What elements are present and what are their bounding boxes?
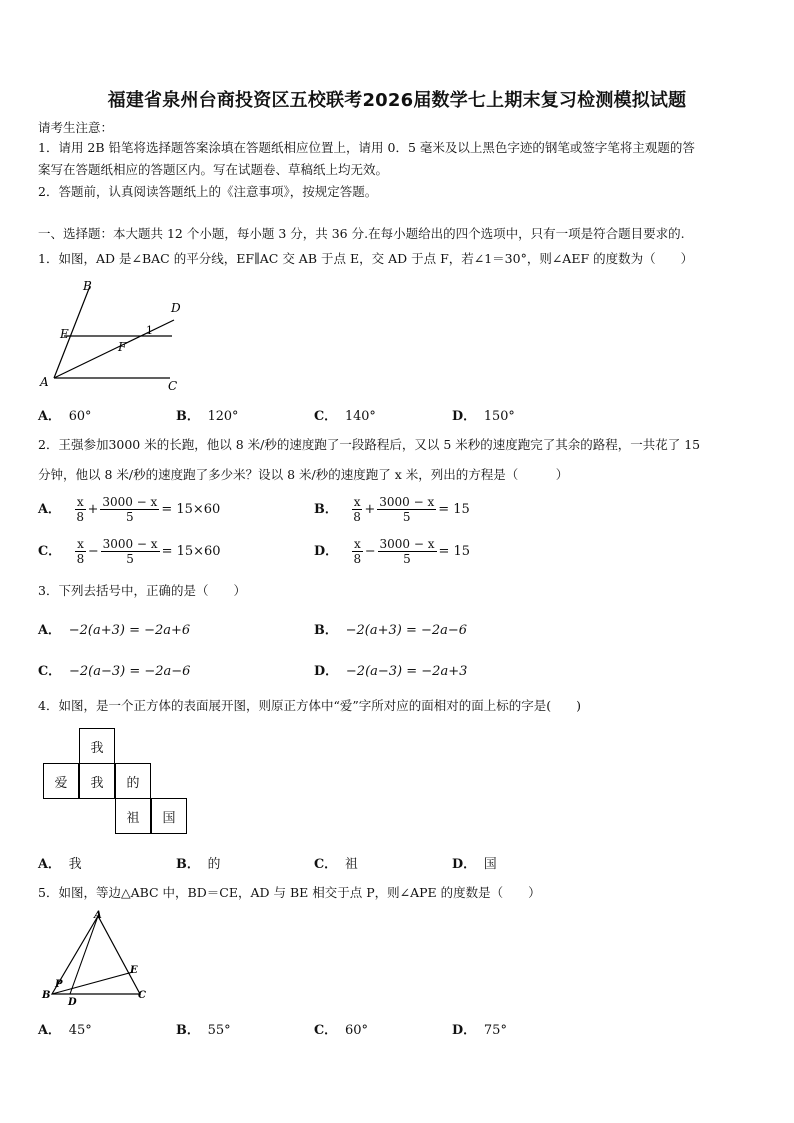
q5-option-d[interactable]: D． 75° xyxy=(452,1023,507,1038)
net-cell-top: 我 xyxy=(79,728,115,764)
q3-option-c[interactable]: C． −2(a−3) = −2a−6 xyxy=(38,664,191,679)
q4-option-a[interactable]: A． 我 xyxy=(38,857,82,872)
q1-label-b: B xyxy=(83,279,92,293)
document-title: 福建省泉州台商投资区五校联考2026届数学七上期末复习检测模拟试题 xyxy=(107,90,687,111)
q1-label-a: A xyxy=(40,375,49,389)
q1-option-d[interactable]: D． 150° xyxy=(452,409,515,424)
net-cell-bottom-2: 国 xyxy=(151,798,187,834)
q4-stem: 4．如图，是一个正方体的表面展开图，则原正方体中“爱”字所对应的面相对的面上标的字是( ) xyxy=(38,698,581,713)
q5-label-c: C xyxy=(138,990,146,1001)
q3-stem: 3．下列去括号中，正确的是（ ） xyxy=(38,583,246,598)
section-heading: 一、选择题：本大题共 12 个小题，每小题 3 分，共 36 分.在每小题给出的四个选项中，只有一项是符合题目要求的. xyxy=(38,226,685,241)
q2-stem-line1: 2．王强参加3000 米的长跑，他以 8 米/秒的速度跑了一段路程后，又以 5 米秒的速度跑完了其余的路程，一共花了 15 xyxy=(38,437,701,452)
q5-label-a: A xyxy=(94,910,102,921)
net-cell-bottom-1: 祖 xyxy=(115,798,151,834)
notice-item-2: 2．答题前，认真阅读答题纸上的《注意事项》，按规定答题。 xyxy=(38,184,378,199)
q1-figure xyxy=(38,278,198,396)
q3-option-a[interactable]: A． −2(a+3) = −2a+6 xyxy=(38,623,191,638)
q1-option-b[interactable]: B． 120° xyxy=(176,409,239,424)
q5-option-a[interactable]: A． 45° xyxy=(38,1023,92,1038)
q3-option-d[interactable]: D． −2(a−3) = −2a+3 xyxy=(314,664,468,679)
q5-option-b[interactable]: B． 55° xyxy=(176,1023,231,1038)
notice-heading: 请考生注意： xyxy=(38,120,114,135)
net-cell-middle: 我 xyxy=(79,763,115,799)
q5-label-e: E xyxy=(130,965,138,976)
net-cell-right: 的 xyxy=(115,763,151,799)
q2-option-d[interactable]: D． $\frac{x}{8}$ − $\frac{3000 - x}{5}$ = 15 xyxy=(314,537,471,566)
q5-label-d: D xyxy=(68,997,77,1006)
q5-label-b: B xyxy=(42,990,51,1001)
q4-option-d[interactable]: D． 国 xyxy=(452,857,497,872)
q2-option-b[interactable]: B． $\frac{x}{8}$ + $\frac{3000 - x}{5}$ = 15 xyxy=(314,495,470,524)
q5-figure xyxy=(38,910,158,1006)
q2-option-a[interactable]: A． $\frac{x}{8}$ + $\frac{3000 - x}{5}$ = 15×60 xyxy=(38,495,221,524)
q2-option-c[interactable]: C． $\frac{x}{8}$ − $\frac{3000 - x}{5}$ = 15×60 xyxy=(38,537,221,566)
q4-option-c[interactable]: C． 祖 xyxy=(314,857,358,872)
q2-stem-line2: 分钟，他以 8 米/秒的速度跑了多少米？设以 8 米/秒的速度跑了 x 米，列出的方程是（ ） xyxy=(38,467,569,482)
q1-label-e: E xyxy=(60,327,69,341)
notice-item-1-cont: 案写在答题纸相应的答题区内。写在试题卷、草稿纸上均无效。 xyxy=(38,162,389,177)
q4-option-b[interactable]: B． 的 xyxy=(176,857,221,872)
notice-item-1: 1．请用 2B 铅笔将选择题答案涂填在答题纸相应位置上，请用 0．5 毫米及以上黑色字迹的钢笔或签字笔将主观题的答 xyxy=(38,140,695,155)
q5-stem: 5．如图，等边△ABC 中，BD＝CE，AD 与 BE 相交于点 P，则∠APE 的度数是（ ） xyxy=(38,885,541,900)
q1-label-angle1: 1 xyxy=(146,324,153,337)
q1-option-c[interactable]: C． 140° xyxy=(314,409,376,424)
net-cell-left: 爱 xyxy=(43,763,79,799)
q4-cube-net xyxy=(43,728,193,838)
q5-label-p: P xyxy=(55,979,63,990)
q1-option-a[interactable]: A． 60° xyxy=(38,409,92,424)
q5-option-c[interactable]: C． 60° xyxy=(314,1023,369,1038)
q1-label-d: D xyxy=(171,301,181,315)
q1-label-c: C xyxy=(168,379,178,393)
q3-option-b[interactable]: B． −2(a+3) = −2a−6 xyxy=(314,623,468,638)
q1-label-f: F xyxy=(118,340,127,354)
q1-stem: 1．如图，AD 是∠BAC 的平分线，EF∥AC 交 AB 于点 E，交 AD 于点 F，若∠1＝30°，则∠AEF 的度数为（ ） xyxy=(38,251,694,266)
